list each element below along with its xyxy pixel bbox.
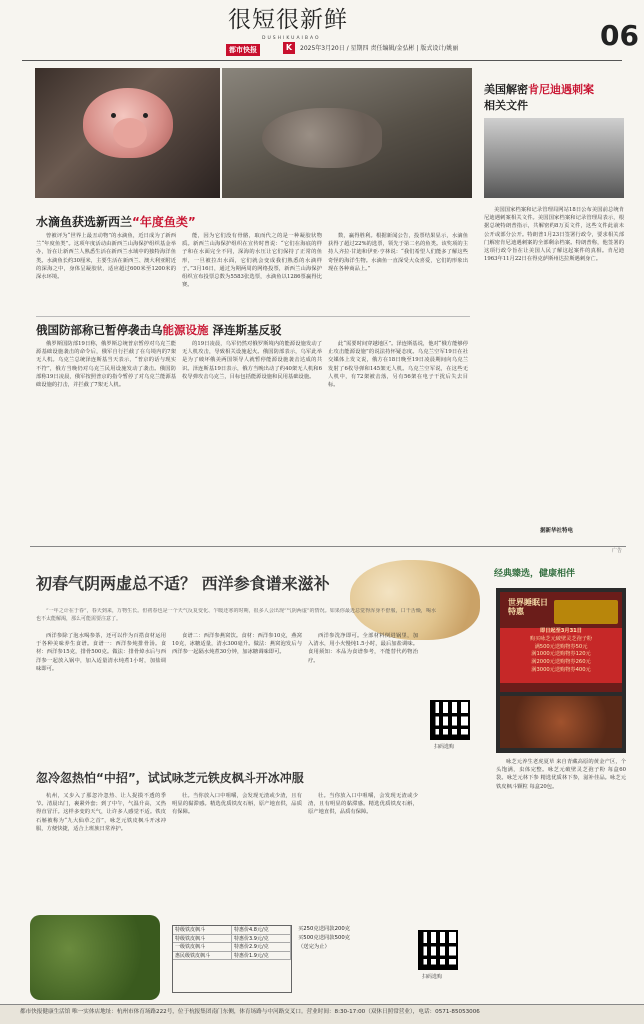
recipe-col2: 食谱二：西洋参燕窝饮。食材：西洋参10克，燕窝10克，冰糖适量，清水300毫升。做法：燕窝泡发后与西洋参一起隔水炖煮30分钟，加冰糖调味即可。	[172, 633, 302, 656]
blobfish-photo-2	[222, 68, 472, 198]
page-number: 06	[600, 19, 639, 52]
sidebar-body: 美国国家档案和记录管理局网站18日公布美国前总统肯尼迪遇刺案相关文件。美国国家档案和记录管理局表示，根据总统特朗普指示，共解密约8万页文件，这些文件此前未公开或部分公开。特朗普1月23日签署行政令，要求相关部门解密肯尼迪遇刺案的全部剩余档案。特朗普称，他签署的这项行政令旨在让美国人民了解这起案件的真相。肯尼迪1963年11月22日在得克萨斯州达拉斯遇刺身亡。	[484, 207, 624, 263]
table-row: 特级铁皮枫斗 特惠价4.8元/克	[173, 926, 291, 935]
ad2-col1: 杭州，又步入了那忽冷忽热、让人捉摸不透的季节。清晨出门，裹紧外套；到了中午，气温升高，又热得直冒汗。这样多变的天气，让许多人感觉不适。铁皮石斛被称为“九大仙草之首”，咏芝元铁皮枫斗开冰冲服，方便快捷，适合上班族日常养护。	[36, 793, 166, 832]
story2-col2: 的19日凌晨，乌军仍然对俄罗斯境内的能源设施发动了无人机攻击，导致相关设施起火。俄国防部表示，乌军此举是为了破坏俄美两国领导人就暂停能源设施袭击达成的共识。泽连斯基19日表示，俄方当晚出动了约40架无人机和6枚导弹攻击乌克兰，目标包括能源设施和民用基础设施。	[182, 341, 322, 380]
masthead-pinyin: DUSHIKUAIBAO	[262, 36, 321, 41]
brand-logo: 都市快报	[226, 44, 260, 56]
blobfish-photo-1	[35, 68, 220, 198]
table-row: 一级铁皮枫斗 特惠价2.9元/克	[173, 943, 291, 952]
story2-col3: 此“需要时间穿越地区”。泽连斯基说，他对“俄方能够停止攻击能源设施”的说法持怀疑态度。乌克兰空军19日在社交媒体上发文说，俄方在18日晚至19日凌晨期间向乌克兰发射了6枚导弹和145架无人机。乌克兰空军说，在这些无人机中，有72架被击落，另有56架在电子干扰后失去目标。	[328, 341, 468, 389]
tiepi-fengdou-product-image	[30, 915, 160, 1000]
sidebar-source: 据新华社特电	[540, 528, 574, 534]
sidebar-headline: 美国解密肯尼迪遇刺案 相关文件	[484, 83, 594, 112]
k-logo-icon: K	[283, 42, 295, 54]
header-divider	[22, 60, 622, 61]
story2-headline: 俄国防部称已暂停袭击乌能源设施 泽连斯基反驳	[36, 323, 282, 337]
promo-badge: 世界睡眠日特惠	[508, 597, 548, 617]
blobfish-nose	[113, 118, 147, 148]
ad-intro: “一年之计在于春”，春天到来，万物生长。但初春也是一个天气反复变化、乍暖还寒的时期，很多人会出现“气阴两虚”的情况。如果你最近总觉得浑身不舒服，口干舌燥，喝水也不太能解渴，那么可能需要注意了。	[36, 608, 436, 622]
blobfish-eye	[143, 113, 148, 118]
side-promo-panel	[496, 588, 626, 753]
jfk-archive-photo	[484, 118, 624, 198]
product-box-image	[554, 600, 618, 624]
ginseng-slices-image	[350, 560, 480, 640]
story1-headline: 水滴鱼获选新西兰“年度鱼类”	[36, 215, 196, 229]
ad2-col2: 壮。当你放入口中咀嚼，会发现无渣或少渣，且有明显的黏滞感。精选优质铁皮石斛，原产地直供，品质有保障。	[172, 793, 302, 816]
ad-headline: 初春气阴两虚总不适？ 西洋参食谱来滋补	[36, 574, 330, 593]
qr-code-icon[interactable]	[430, 700, 470, 740]
ad2-headline: 忽冷忽热怕“中招”，试试咏芝元铁皮枫斗开冰冲服	[36, 771, 304, 785]
side-products-text: 咏芝元养生老虎夏草 来自青藏高原的黄金产区，个头饱满，虫体完整。咏芝元破壁灵芝孢子粉 每盒60袋。咏芝元林下参 精选优质林下参，滋补佳品。咏芝元铁皮枫斗颗粒 每盒20包。	[496, 759, 626, 790]
recipe-col3: 西洋参洗净即可。全部材料倒进锅里，加入清水，用小火慢炖1.5小时，最后加盐调味。食用须知：本品为食谱参考，不能替代药物治疗。	[308, 633, 418, 664]
section-divider	[36, 316, 470, 317]
story2-col1: 俄罗斯国防部19日称，俄罗斯总统普京暂停对乌克兰能源基础设施袭击的命令后，俄军自行拦截了在乌境内的7架无人机。乌克兰总统泽连斯基当天表示，“普京的话与现实不符”，俄方当晚仍对乌克兰民用设施发动了袭击。俄国防部称19日凌晨，俄军按照普京的指令暂停了对乌克兰能源基础设施的打击，并拦截了7架无人机。	[36, 341, 176, 389]
footer-bar: 都市快报健康生活馆 唯一实体店地址：杭州市体育场路222号，位于杭报集团南门东侧，体育场路与中河路交叉口。营业时间：8:30-17:00（双休日照常营业），电话：0571-85053006	[0, 1004, 644, 1024]
qr-caption: 扫码选购	[422, 974, 443, 980]
blobfish-underwater	[262, 108, 382, 168]
promo-price-list: 即日起至3月31日 购买咏芝元破壁灵芝孢子粉 满500元送购物券50元 满1000元送购物券120元 满2000元送购物券260元 满3000元送购物券400元	[500, 628, 622, 683]
story1-col1: 曾被评为“世界上最丑动物”的水滴鱼，近日成为了新西兰“年度鱼类”。这项年度活动由新西兰山海保护组织基金举办，旨在让新西兰人熟悉生活在新西兰水域中的独特海洋鱼类。水滴鱼长约30厘米，主要生活在新西兰、澳大利亚附近的深海之中，身体呈凝胶状，适应超过600米至1200米的深水环境。	[36, 233, 176, 281]
ad2-col3: 壮。当你放入口中咀嚼，会发现无渣或少渣，且有明显的黏滞感。精选优质铁皮石斛，原产地直供，品质有保障。	[308, 793, 418, 816]
promo-lines: 买250克送同款200克 买500克送同款500克 （送完为止）	[298, 926, 351, 950]
promo-banner	[500, 592, 622, 692]
side-ad-section-title: 经典臻选，健康相伴	[494, 569, 576, 579]
story1-col2: 能，因为它们没有骨骼，取而代之的是一种凝胶状物质。新西兰山海保护组织在宣传时曾说：“它们在海底的样子和在水面完全不同，深海的水压让它们保持了正常的鱼形，一旦被拉出水面，它们就会变成我们熟悉的水滴样子。”3月16日，通过为期两周的网络投票，新西兰山海保护组织宣布投票总数为5583张选票，水滴鱼以1286票赢得比赛。	[182, 233, 322, 289]
qr-code-icon[interactable]	[418, 930, 458, 970]
story1-col3: 数，赢得胜利。根据新闻公告，投票结果显示，水滴鱼获得了超过22%的选票，领先于第二名的鱼类。该奖项的主持人齐拉·甘迪和伊亚·亨林说：“我们希望人们能多了解这些奇怪的海洋生物。水滴鱼一直深受大众喜爱，它们的形象出现在各种商品上。”	[328, 233, 468, 272]
ad-label: 广告	[612, 548, 623, 554]
recipe-col1: 西洋参除了泡水喝参茶，还可以作为百搭食材运用于各种美味养生食谱。食谱一：西洋参炖排骨汤。食材：西洋参15克，排骨500克。做法：排骨焯水后与西洋参一起放入锅中，加入适量清水炖煮1小时，加盐调味即可。	[36, 633, 166, 672]
table-row: 特级铁皮枫斗 特惠价3.9元/克	[173, 935, 291, 944]
ad-divider	[30, 546, 626, 547]
blobfish-eye	[111, 113, 116, 118]
table-row: 惠民级铁皮枫斗 特惠价1.9元/克	[173, 952, 291, 961]
price-table	[172, 925, 292, 993]
lingzhi-product-image	[500, 696, 622, 748]
page-section-title: 很短很新鲜	[228, 7, 348, 33]
qr-caption: 扫码选购	[434, 744, 455, 750]
issue-meta: 2025年3月20日 / 星期四 责任编辑/金弘彬 | 版式设计/姚丽	[300, 45, 459, 52]
